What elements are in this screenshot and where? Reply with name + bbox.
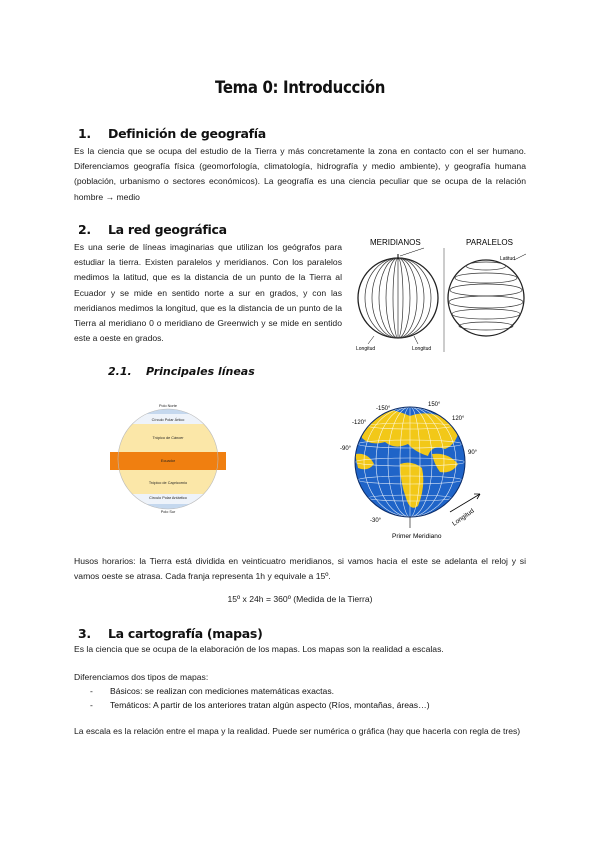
tropico-capricornio-label: Trópico de Capricornio (148, 481, 188, 485)
tick-150: 150° (428, 402, 441, 408)
bullet-dash: - (90, 686, 93, 696)
section-3-heading (78, 626, 263, 641)
bullet-dash: - (90, 700, 93, 710)
tropico-cancer-label: Trópico de Cáncer (152, 436, 184, 440)
polo-sur-label: Polo Sur (160, 510, 176, 514)
ecuador-label: Ecuador (160, 459, 176, 463)
section-1-body: Es la ciencia que se ocupa del estudio de la Tierra y más concretamente la zona en contacto con el ser humano. Diferenciamos geografía física (geomorfología, climatología, hidrografía y medio ambiente), y geografía humana (población, urbanismo o sectores económicos). La geografía es una ciencia peculiar que se ocupa de la relación hombre → medio (74, 146, 526, 202)
section-3-body: Es la ciencia que se ocupa de la elaboración de los mapas. Los mapas son la realidad a escalas. (74, 644, 444, 654)
list-item (90, 686, 334, 696)
section-1-heading (78, 126, 266, 141)
globe-figure (340, 394, 505, 546)
subsection-2-1-title: Principales líneas (146, 365, 255, 378)
meridianos-label: MERIDIANOS (370, 238, 421, 247)
escala-text: La escala es la relación entre el mapa y la realidad. Puede ser numérica o gráfica (hay que hacerla con regla de tres) (74, 726, 521, 736)
circulo-polar-antartico-label: Círculo Polar Antártico (149, 496, 187, 500)
tick-m90: -90° (340, 446, 352, 452)
tick-120: 120° (452, 416, 465, 422)
graticule-figure (354, 236, 534, 354)
globe-longitud-label: Longitud (451, 507, 476, 528)
formula-text: 15º x 24h = 360º (Medida de la Tierra) (227, 594, 373, 604)
section-1-title: Definición de geografía (108, 126, 266, 141)
bullet-text: Básicos: se realizan con mediciones matemáticas exactas. (110, 686, 335, 696)
primer-meridiano-label: Primer Meridiano (392, 533, 442, 540)
section-2-title: La red geográfica (108, 222, 227, 237)
subsection-2-1-heading (108, 365, 255, 378)
section-1-number: 1. (78, 126, 91, 141)
section-3-number: 3. (78, 626, 91, 641)
tick-m150: -150° (376, 406, 391, 412)
polo-norte-label: Polo Norte (159, 404, 177, 408)
paralelos-label: PARALELOS (466, 238, 513, 247)
page-title: Tema 0: Introducción (214, 78, 385, 98)
husos-horarios-text: Husos horarios: la Tierra está dividida en veinticuatro meridianos, si vamos hacia el este se adelanta el reloj y si vamos oeste se atrasa. Cada franja representa 1h y equivale a 15º. (74, 556, 526, 582)
tick-90: 90° (468, 450, 478, 456)
principal-lines-figure (108, 394, 228, 524)
subsection-2-1-number: 2.1. (108, 365, 132, 378)
bullet-text: Temáticos: A partir de los anteriores tratan algún aspecto (Ríos, montañas, áreas…) (110, 700, 430, 710)
section-2-body: Es una serie de líneas imaginarias que utilizan los geógrafos para estudiar la tierra. Existen paralelos y meridianos. Con los paralelos medimos la latitud, que es la distancia de un punto de la Tierra al Ecuador y se mide en sentido norte a sur en grados, y con las meridianos medimos la longitud, que es la distancia de un punto de la Tierra al meridiano 0 o meridiano de Greenwich y se mide en sentido este a oeste en grados. (74, 242, 342, 344)
tick-m120: -120° (352, 420, 367, 426)
section-3-title: La cartografía (mapas) (108, 626, 263, 641)
tick-m30: -30° (370, 518, 382, 524)
long-label-right: Longitud (412, 346, 432, 352)
long-label-left: Longitud (356, 346, 376, 352)
list-item (90, 700, 430, 710)
lat-label: Latitud (500, 256, 516, 262)
section-2-heading (78, 222, 227, 237)
section-2-number: 2. (78, 222, 91, 237)
map-types-intro: Diferenciamos dos tipos de mapas: (74, 672, 209, 682)
circulo-polar-artico-label: Círculo Polar Ártico (151, 418, 185, 422)
